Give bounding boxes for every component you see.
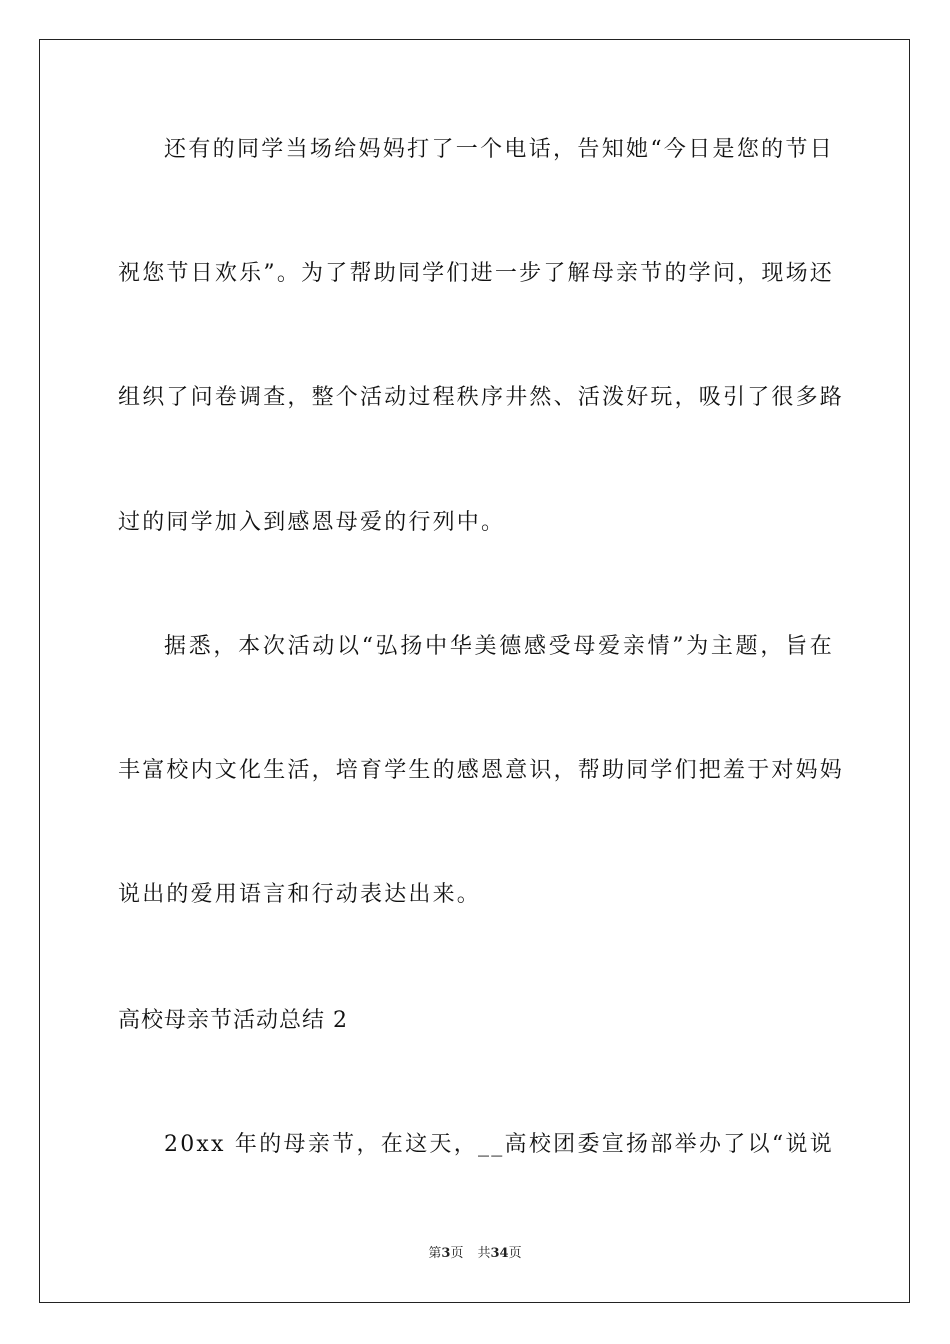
- paragraph-1-line-4: 过的同学加入到感恩母爱的行列中。: [118, 510, 506, 535]
- page-footer: [0, 1245, 950, 1263]
- page-border: [39, 39, 910, 1303]
- footer-page-total: 34: [490, 1246, 509, 1261]
- footer-page-prefix: 第: [428, 1246, 442, 1261]
- paragraph-1-line-1: 还有的同学当场给妈妈打了一个电话，告知她“今日是您的节日: [164, 137, 834, 162]
- footer-page-current: 3: [441, 1246, 451, 1261]
- paragraph-1-line-3: 组织了问卷调查，整个活动过程秩序井然、活泼好玩，吸引了很多路: [118, 385, 845, 410]
- paragraph-3-line-1: 20xx 年的母亲节，在这天，__高校团委宣扬部举办了以“说说: [164, 1132, 834, 1157]
- paragraph-2-line-1: 据悉，本次活动以“弘扬中华美德感受母爱亲情”为主题，旨在: [164, 634, 834, 659]
- footer-total-prefix: 共: [477, 1246, 491, 1261]
- footer-total-unit: 页: [508, 1246, 522, 1261]
- paragraph-1-line-2: 祝您节日欢乐”。为了帮助同学们进一步了解母亲节的学问，现场还: [118, 261, 834, 286]
- paragraph-2-line-3: 说出的爱用语言和行动表达出来。: [118, 882, 482, 907]
- footer-page-unit: 页: [450, 1246, 464, 1261]
- paragraph-2-line-2: 丰富校内文化生活，培育学生的感恩意识，帮助同学们把羞于对妈妈: [118, 758, 845, 783]
- section-heading: 高校母亲节活动总结 2: [118, 1008, 348, 1033]
